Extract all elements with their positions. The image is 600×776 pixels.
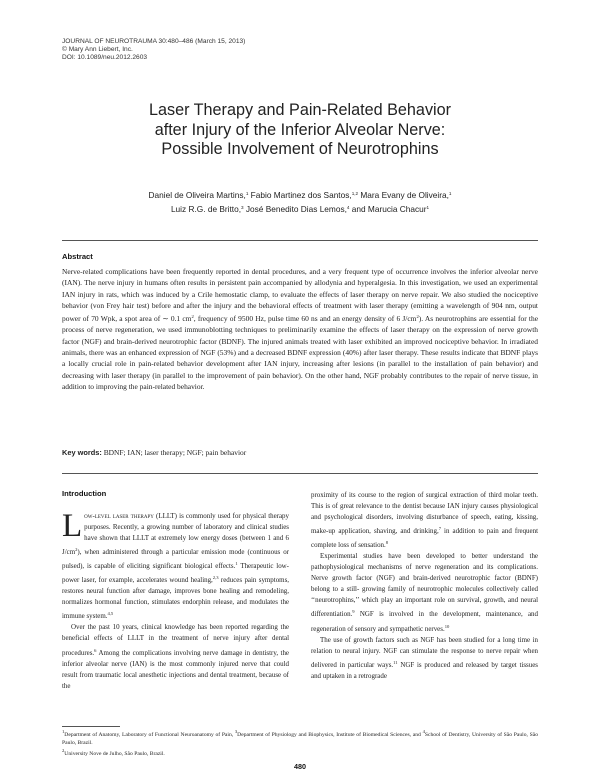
journal-doi: DOI: 10.1089/neu.2012.2603 (62, 54, 148, 61)
affiliation-marker: 3 (241, 204, 244, 210)
affiliation-marker: 3 (234, 729, 238, 734)
superscript: 2 (75, 547, 78, 553)
author-name: Fabio Martinez dos Santos, (248, 190, 352, 200)
introduction-heading: Introduction (62, 489, 107, 498)
keywords-label: Key words: (62, 448, 102, 457)
author-list (40, 188, 560, 215)
affiliation-marker: 1 (245, 191, 249, 196)
abstract-text-part: ). As neurotrophins are essential for the process of nerve regeneration, we used immunoblotting techniques to preliminarily examine the effects of laser therapy on the expression of nerve growth factor (NGF) and brain-derived neurotrophic factor (BDNF). The injured animals treated with laser exhibited an improved nociceptive behavior. In irradiated animals, there was an enhanced expression of NGF (53%) and a decreased BDNF expression (40%) after laser therapy. These results indicate that BDNF plays a locally crucial role in pain-related behavior development after IAN injury, increasing after lesions (in parallel to the installation of pain behavior) and decreasing with laser therapy (in parallel to the improvement of pain behavior). On the other hand, NGF probably contributes to the repair of nerve tissue, in addition to improving the pain-related behavior. (62, 314, 538, 391)
text-part: The use of growth factors such as NGF has been studied for a long time in relation to neural injury. NGF can stimulate the response to nerve repair when delivered in particular ways. (311, 635, 538, 669)
body-column-right (311, 490, 538, 682)
keywords-list: BDNF; IAN; laser therapy; NGF; pain behavior (101, 448, 247, 457)
affiliation-marker: 1 (62, 729, 65, 734)
intro-paragraph-2 (62, 622, 289, 691)
affiliation-marker: 2 (62, 748, 65, 754)
text-part: NGF is involved in the development, maintenance, and regeneration of sensory and sympathetic nerves. (311, 610, 538, 633)
superscript: 2 (191, 314, 194, 320)
text-part: Over the past 10 years, clinical knowledge has been reported regarding the beneficial effects of LLLT in the treatment of nerve injury after dental procedures. (62, 623, 289, 657)
title-line-3: Possible Involvement of Neurotrophins (161, 140, 439, 158)
abstract-top-rule (62, 240, 538, 241)
affiliations-footnote (62, 728, 538, 758)
title-line-2: after Injury of the Inferior Alveolar Nerve: (154, 120, 446, 139)
small-caps-lead: ow-level laser therapy (84, 512, 154, 520)
affiliation-text: Department of Anatomy, Laboratory of Functional Neuroanatomy of Pain, (64, 732, 235, 738)
citation-marker: 8 (385, 540, 389, 546)
intro-paragraph-3 (311, 490, 538, 551)
author-name: and Marucia Chacur (349, 203, 427, 214)
citation-marker: 1 (235, 561, 238, 567)
journal-info (62, 38, 245, 62)
abstract-text (62, 266, 538, 392)
citation-marker: 11 (393, 659, 398, 665)
citation-marker: 10 (444, 623, 450, 629)
keywords (62, 448, 246, 457)
text-part: NGF is produced and released by target tissues and uptaken in a retrograde (311, 660, 538, 680)
affiliation-marker: 1 (448, 191, 452, 196)
footnote-rule (62, 726, 120, 727)
affiliation-marker: 1 (426, 204, 430, 210)
text-part: in addition to pain and frequent complete loss of sensation. (311, 527, 538, 550)
text-part: proximity of its course to the region of surgical extraction of third molar teeth. This is of great relevance to the dentist because IAN injury causes physiological and psychological disorders, involving disturbance of speech, eating, kissing, make-up application, shaving, and drinking, (311, 491, 538, 536)
superscript: 2 (416, 314, 419, 320)
abstract-text-part: Nerve-related complications have been frequently reported in dental procedures, and a very frequent type of occurrence involves the inferior alveolar nerve (IAN). The nerve injury in humans often results in persistent pain accompanied by allodynia and hyperalgesia. In this investigation, we used an experimental IAN injury in rats, which was induced by a Crile hemostatic clamp, to evaluate the effects of laser therapy on nerve repair. We also studied the nociceptive behavior (von Frey hair test) before and after the injury and the behavioral effects of treatment with laser therapy (emitting a wavelength of 904 nm, output power of 70 Wpk, a spot area of ∼ 0.1 cm (62, 267, 538, 324)
abstract-heading: Abstract (62, 252, 93, 261)
journal-copyright: © Mary Ann Liebert, Inc. (62, 46, 133, 53)
text-part: ), when administered through a particular emission mode (continuous or pulsed), is capable of eliciting significant biological effects. (62, 548, 289, 571)
text-part: reduces pain symptoms, restores neural function after damage, improves bone healing and remodeling, normalizes hormonal function, stimulates endorphin release, and modulates the immune system. (62, 576, 289, 621)
text-part: Experimental studies have been developed to better understand the pathophysiological mechanisms of nerve regeneration and its complications. Nerve growth factor (NGF) and brain-derived neurotrophic factor (BDNF) belong to a still- growing family of neurotrophic molecules collectively called ‘‘neurotrophins,’’ which play an important role on survival, growth, and neural differentiation. (311, 552, 538, 619)
paper-title (40, 101, 560, 160)
affiliation-text: Department of Physiology and Biophysics, Institute of Biomedical Sciences, and (237, 732, 423, 738)
citation-marker: 7 (438, 526, 441, 532)
author-name: Daniel de Oliveira Martins, (148, 190, 246, 200)
page-number: 480 (294, 762, 306, 771)
citation-marker: 4,5 (107, 611, 114, 617)
affiliation-text: School of Dentistry, University of São Paulo, São Paulo, Brazil. (62, 732, 538, 747)
abstract-text-part: , frequency of 9500 Hz, pulse time 60 ns and an energy density of 6 J/cm (193, 314, 417, 324)
citation-marker: 9 (352, 609, 355, 615)
author-line-1 (40, 188, 560, 202)
affiliation-marker: 1,2 (351, 191, 359, 196)
affiliation-marker: 4 (346, 204, 350, 210)
journal-citation: JOURNAL OF NEUROTRAUMA 30:480–486 (March 15, 2013) (62, 38, 246, 45)
text-part: (LLLT) is commonly used for physical therapy purposes. Recently, a growing number of laboratory and clinical studies have shown that LLLT at extremely low energy doses (between 1 and 6 J/cm (62, 512, 289, 557)
author-name: Luiz R.G. de Britto, (170, 203, 242, 214)
title-line-1: Laser Therapy and Pain-Related Behavior (148, 101, 452, 119)
author-name: José Benedito Dias Lemos, (243, 203, 347, 214)
intro-paragraph-4 (311, 551, 538, 634)
intro-paragraph-5 (311, 635, 538, 682)
citation-marker: 6 (94, 647, 97, 653)
keywords-bottom-rule (62, 473, 538, 474)
affiliation-text: University Nove de Julho, São Paulo, Brazil. (64, 751, 165, 758)
drop-cap: L (62, 508, 83, 544)
text-part: Among the complications involving nerve damage in dentistry, the inferior alveolar nerve (IAN) is the most commonly injured nerve that could result from traumatic local anesthetic injections and dental treatment, because of the (62, 648, 289, 690)
body-column-left (62, 508, 289, 692)
author-line-2 (40, 202, 560, 216)
affiliation-marker: 4 (422, 729, 425, 734)
intro-paragraph-1 (62, 508, 289, 622)
author-name: Mara Evany de Oliveira, (358, 190, 449, 200)
citation-marker: 2,3 (212, 575, 219, 581)
text-part: Therapeutic low-power laser, for example, accelerates wound healing, (62, 562, 289, 585)
